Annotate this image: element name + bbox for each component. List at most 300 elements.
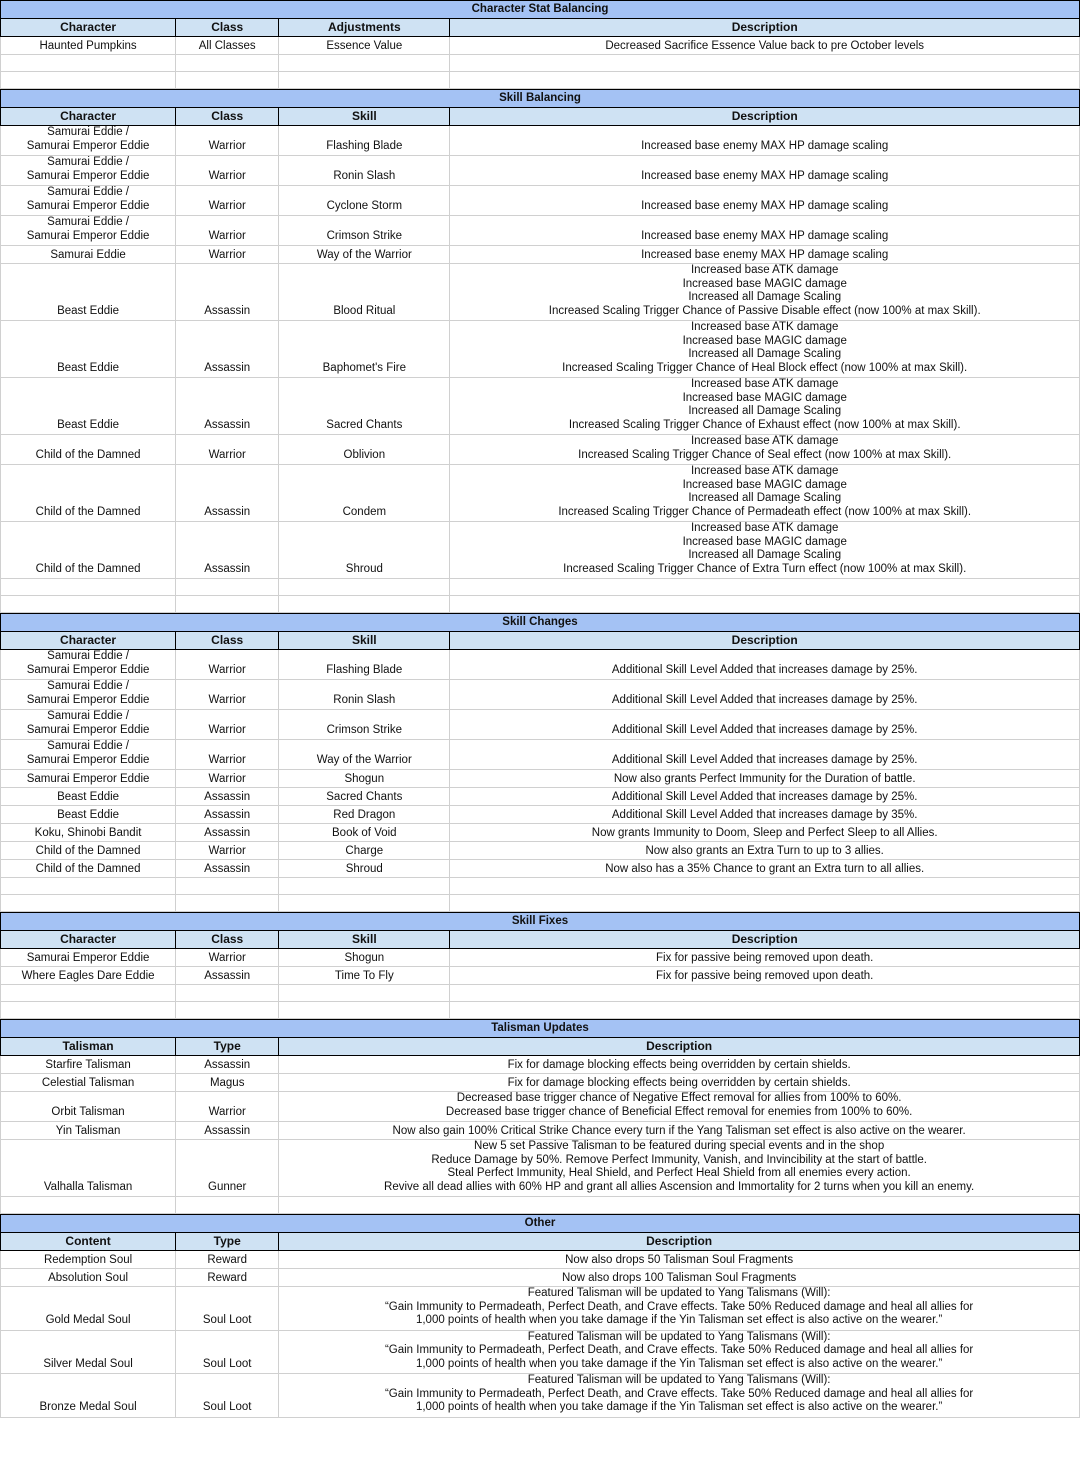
cell-text-line: Red Dragon [333,808,396,821]
cell-description[interactable] [450,435,1080,465]
empty-cell[interactable] [1,55,176,72]
cell-text-line: Additional Skill Level Added that increases damage by 25%. [611,693,918,706]
cell-text-line: Additional Skill Level Added that increases damage by 25%. [611,723,918,736]
cell-text-line: 1,000 points of health when you take damage if the Yin Talisman set effect is also active on the wearer.” [415,1401,943,1413]
cell-class[interactable] [176,1251,279,1269]
cell-class[interactable] [176,246,279,264]
cell-text-line: Fix for damage blocking effects being overridden by certain shields. [507,1076,851,1089]
cell-class[interactable] [176,680,279,710]
section-table [0,613,1080,912]
table-row [1,806,1080,824]
cell-description[interactable] [450,321,1080,378]
cell-description[interactable] [279,1251,1080,1269]
cell-class[interactable] [176,435,279,465]
cell-text-line: Assassin [204,418,251,431]
cell-description[interactable] [450,126,1080,156]
cell-description[interactable] [450,37,1080,55]
empty-row [1,985,1080,1002]
cell-text-line: Baphomet's Fire [322,361,407,374]
cell-skill[interactable] [279,650,450,680]
cell-name[interactable] [1,321,176,378]
cell-class[interactable] [176,1330,279,1374]
cell-text-line: “Gain Immunity to Permadeath, Perfect Death, and Crave effects. Take 50% Reduced damage and heal all allies for [384,1300,974,1313]
cell-text-line: Increased Scaling Trigger Chance of Exhaust effect (now 100% at max Skill). [568,418,961,431]
empty-cell[interactable] [279,1002,450,1019]
cell-text-line: Samurai Eddie / [47,126,129,138]
cell-class[interactable] [176,156,279,186]
cell-text-line: Flashing Blade [326,139,403,152]
cell-class[interactable] [176,710,279,740]
cell-class[interactable] [176,860,279,878]
column-header[interactable]: Description [450,19,1080,37]
empty-cell[interactable] [176,1002,279,1019]
cell-skill[interactable] [279,465,450,522]
cell-text-line: Assassin [204,808,251,821]
cell-description[interactable] [450,842,1080,860]
cell-name[interactable] [1,680,176,710]
empty-cell[interactable] [450,72,1080,89]
cell-name[interactable] [1,37,176,55]
cell-description[interactable] [279,1374,1080,1418]
cell-text-line: Bronze Medal Soul [39,1401,137,1413]
cell-name[interactable] [1,465,176,522]
empty-cell[interactable] [1,72,176,89]
cell-class[interactable] [176,1074,279,1092]
cell-skill[interactable] [279,770,450,788]
cell-skill[interactable] [279,824,450,842]
column-header[interactable]: Description [279,1038,1080,1056]
cell-text-line: Soul Loot [202,1401,252,1413]
cell-skill[interactable] [279,378,450,435]
empty-cell[interactable] [450,878,1080,895]
cell-name[interactable] [1,967,176,985]
cell-text-line: Samurai Emperor Eddie [26,229,150,242]
cell-description[interactable] [450,156,1080,186]
cell-description[interactable] [279,1056,1080,1074]
cell-skill[interactable] [279,788,450,806]
cell-text-line: New 5 set Passive Talisman to be featured during special events and in the shop [474,1140,885,1152]
cell-text-line: Time To Fly [334,969,394,982]
cell-skill[interactable] [279,842,450,860]
cell-text-line: Now grants Immunity to Doom, Sleep and Perfect Sleep to all Allies. [591,826,938,839]
empty-cell[interactable] [176,895,279,912]
cell-name[interactable] [1,806,176,824]
cell-text-line: Samurai Eddie / [47,680,129,692]
cell-description[interactable] [450,680,1080,710]
cell-name[interactable] [1,1251,176,1269]
cell-name[interactable] [1,740,176,770]
table-row [1,1269,1080,1287]
empty-cell[interactable] [1,596,176,613]
cell-text-line: Warrior [208,169,246,182]
cell-description[interactable] [450,650,1080,680]
empty-cell[interactable] [176,878,279,895]
cell-skill[interactable] [279,710,450,740]
column-header[interactable]: Talisman [1,1038,176,1056]
table-row [1,824,1080,842]
cell-text-line: Increased all Damage Scaling [688,405,842,417]
cell-text-line: Sacred Chants [326,418,403,431]
cell-description[interactable] [450,522,1080,579]
cell-skill[interactable] [279,967,450,985]
cell-description[interactable] [450,465,1080,522]
column-header[interactable]: Character [1,931,176,949]
cell-name[interactable] [1,264,176,321]
section-table [0,1214,1080,1418]
cell-text-line: Samurai Eddie / [47,216,129,228]
cell-text-line: Yin Talisman [55,1124,121,1137]
cell-text-line: Increased base MAGIC damage [682,391,847,404]
cell-name[interactable] [1,522,176,579]
table-row [1,126,1080,156]
table-row [1,1287,1080,1331]
cell-class[interactable] [176,842,279,860]
cell-text-line: Warrior [208,753,246,766]
column-header[interactable]: Description [279,1233,1080,1251]
cell-class[interactable] [176,37,279,55]
empty-cell[interactable] [279,878,450,895]
table-row [1,435,1080,465]
cell-name[interactable] [1,1122,176,1140]
cell-class[interactable] [176,1269,279,1287]
cell-text-line: Increased base MAGIC damage [682,535,847,548]
cell-text-line: Crimson Strike [326,723,402,736]
cell-skill[interactable] [279,949,450,967]
cell-text-line: Assassin [204,862,251,875]
table-row [1,650,1080,680]
cell-text-line: Condem [342,505,387,518]
cell-text-line: Fix for passive being removed upon death. [656,969,874,982]
empty-cell[interactable] [450,985,1080,1002]
cell-skill[interactable] [279,680,450,710]
cell-name[interactable] [1,126,176,156]
empty-cell[interactable] [450,579,1080,596]
empty-cell[interactable] [279,985,450,1002]
column-header[interactable]: Character [1,19,176,37]
cell-text-line: Reduce Damage by 50%. Remove Perfect Immunity, Vanish, and Invincibility at the start of battle. [431,1153,927,1166]
column-header[interactable]: Skill [279,108,450,126]
cell-class[interactable] [176,1374,279,1418]
column-header[interactable]: Class [176,19,279,37]
empty-cell[interactable] [1,1197,176,1214]
cell-text-line: Increased Scaling Trigger Chance of Extra Turn effect (now 100% at max Skill). [563,562,967,575]
table-row [1,740,1080,770]
cell-text-line: Featured Talisman will be updated to Yang Talismans (Will): [527,1330,831,1343]
cell-class[interactable] [176,650,279,680]
column-header[interactable]: Adjustments [279,19,450,37]
table-row [1,186,1080,216]
cell-text-line: Haunted Pumpkins [39,39,137,52]
cell-name[interactable] [1,186,176,216]
table-row [1,378,1080,435]
empty-cell[interactable] [1,579,176,596]
cell-description[interactable] [279,1140,1080,1197]
cell-class[interactable] [176,126,279,156]
empty-cell[interactable] [176,596,279,613]
cell-skill[interactable] [279,860,450,878]
table-row [1,321,1080,378]
cell-class[interactable] [176,465,279,522]
cell-name[interactable] [1,788,176,806]
cell-text-line: Ronin Slash [333,169,396,182]
cell-name[interactable] [1,435,176,465]
cell-name[interactable] [1,710,176,740]
empty-cell[interactable] [1,985,176,1002]
cell-text-line: Increased base ATK damage [690,321,839,333]
section-title: Talisman Updates [1,1020,1080,1038]
cell-description[interactable] [279,1287,1080,1331]
cell-text-line: Additional Skill Level Added that increases damage by 25%. [611,790,918,803]
cell-description[interactable] [279,1092,1080,1122]
cell-name[interactable] [1,842,176,860]
cell-skill[interactable] [279,156,450,186]
cell-text-line: Samurai Emperor Eddie [26,753,150,766]
cell-text-line: Cyclone Storm [326,199,403,212]
table-row [1,522,1080,579]
empty-cell[interactable] [279,579,450,596]
cell-text-line: Assassin [204,304,251,317]
cell-text-line: Starfire Talisman [45,1058,131,1071]
empty-cell[interactable] [450,55,1080,72]
cell-name[interactable] [1,650,176,680]
cell-text-line: Increased all Damage Scaling [688,492,842,504]
cell-name[interactable] [1,860,176,878]
column-header[interactable]: Class [176,108,279,126]
cell-text-line: Gunner [208,1180,247,1193]
cell-text-line: Child of the Damned [35,844,141,857]
cell-class[interactable] [176,522,279,579]
cell-skill[interactable] [279,435,450,465]
cell-skill[interactable] [279,37,450,55]
empty-cell[interactable] [176,985,279,1002]
empty-cell[interactable] [279,55,450,72]
cell-name[interactable] [1,1269,176,1287]
cell-text-line: Flashing Blade [326,663,403,676]
cell-description[interactable] [279,1074,1080,1092]
section-title: Other [1,1215,1080,1233]
cell-text-line: Child of the Damned [35,862,141,875]
table-row [1,1374,1080,1418]
column-header[interactable]: Character [1,632,176,650]
column-header[interactable]: Character [1,108,176,126]
cell-text-line: Magus [209,1076,245,1089]
cell-description[interactable] [450,710,1080,740]
cell-text-line: Shogun [344,951,385,964]
cell-text-line: Increased base MAGIC damage [682,478,847,491]
cell-text-line: “Gain Immunity to Permadeath, Perfect Death, and Crave effects. Take 50% Reduced damage and heal all allies for [384,1387,974,1400]
cell-text-line: Way of the Warrior [316,753,412,766]
cell-description[interactable] [450,788,1080,806]
empty-row [1,72,1080,89]
column-header[interactable]: Class [176,931,279,949]
empty-cell[interactable] [1,895,176,912]
empty-row [1,596,1080,613]
cell-skill[interactable] [279,126,450,156]
cell-name[interactable] [1,1374,176,1418]
empty-cell[interactable] [176,1197,279,1214]
cell-description[interactable] [450,186,1080,216]
cell-text-line: Assassin [204,1058,251,1071]
cell-text-line: Gold Medal Soul [45,1314,131,1326]
column-header[interactable]: Description [450,931,1080,949]
cell-text-line: Featured Talisman will be updated to Yang Talismans (Will): [527,1374,831,1386]
column-header[interactable]: Description [450,632,1080,650]
cell-text-line: All Classes [198,39,256,52]
cell-name[interactable] [1,1330,176,1374]
empty-cell[interactable] [176,72,279,89]
table-row [1,842,1080,860]
cell-name[interactable] [1,1074,176,1092]
cell-text-line: Essence Value [326,39,403,52]
cell-text-line: Ronin Slash [333,693,396,706]
cell-name[interactable] [1,1140,176,1197]
cell-class[interactable] [176,1140,279,1197]
cell-class[interactable] [176,264,279,321]
cell-text-line: Where Eagles Dare Eddie [21,969,155,982]
table-row [1,37,1080,55]
cell-class[interactable] [176,321,279,378]
cell-text-line: Samurai Emperor Eddie [26,169,150,182]
column-header[interactable]: Type [176,1038,279,1056]
column-header[interactable]: Skill [279,931,450,949]
empty-cell[interactable] [176,579,279,596]
empty-cell[interactable] [1,1002,176,1019]
empty-cell[interactable] [279,72,450,89]
cell-name[interactable] [1,1056,176,1074]
cell-description[interactable] [450,770,1080,788]
cell-class[interactable] [176,788,279,806]
cell-class[interactable] [176,949,279,967]
cell-skill[interactable] [279,806,450,824]
empty-cell[interactable] [1,878,176,895]
cell-class[interactable] [176,740,279,770]
cell-text-line: Increased base MAGIC damage [682,277,847,290]
cell-name[interactable] [1,216,176,246]
section-table [0,912,1080,1019]
cell-name[interactable] [1,246,176,264]
cell-description[interactable] [450,740,1080,770]
cell-text-line: Increased base enemy MAX HP damage scaling [641,199,889,212]
cell-text-line: Now also drops 100 Talisman Soul Fragments [561,1271,797,1284]
cell-text-line: Warrior [208,139,246,152]
table-row [1,1330,1080,1374]
empty-cell[interactable] [279,596,450,613]
empty-cell[interactable] [450,895,1080,912]
cell-skill[interactable] [279,522,450,579]
cell-text-line: Shogun [344,772,385,785]
cell-class[interactable] [176,378,279,435]
cell-skill[interactable] [279,246,450,264]
cell-text-line: Shroud [345,862,383,875]
cell-name[interactable] [1,949,176,967]
cell-text-line: Book of Void [332,826,397,839]
cell-description[interactable] [450,824,1080,842]
cell-text-line: Soul Loot [202,1357,252,1370]
cell-description[interactable] [450,246,1080,264]
cell-description[interactable] [450,949,1080,967]
cell-class[interactable] [176,1287,279,1331]
cell-class[interactable] [176,1122,279,1140]
cell-description[interactable] [450,806,1080,824]
empty-cell[interactable] [176,55,279,72]
cell-skill[interactable] [279,740,450,770]
cell-name[interactable] [1,824,176,842]
column-header[interactable]: Content [1,1233,176,1251]
cell-class[interactable] [176,186,279,216]
cell-text-line: Crimson Strike [326,229,403,242]
table-row [1,860,1080,878]
cell-description[interactable] [450,216,1080,246]
empty-cell[interactable] [279,1197,1080,1214]
cell-text-line: Child of the Damned [35,505,141,518]
empty-cell[interactable] [450,1002,1080,1019]
cell-text-line: Soul Loot [202,1314,252,1326]
cell-description[interactable] [450,378,1080,435]
cell-text-line: Beast Eddie [57,418,120,431]
table-row [1,788,1080,806]
cell-text-line: Samurai Emperor Eddie [26,951,150,964]
cell-text-line: Valhalla Talisman [43,1180,133,1193]
empty-row [1,878,1080,895]
column-header[interactable]: Skill [279,632,450,650]
cell-skill[interactable] [279,321,450,378]
cell-class[interactable] [176,1056,279,1074]
cell-skill[interactable] [279,216,450,246]
cell-description[interactable] [279,1330,1080,1374]
cell-text-line: Decreased base trigger chance of Beneficial Effect removal for enemies from 100% to 60%. [445,1105,913,1118]
cell-class[interactable] [176,806,279,824]
cell-description[interactable] [450,967,1080,985]
table-row [1,1092,1080,1122]
cell-skill[interactable] [279,186,450,216]
cell-text-line: Orbit Talisman [51,1105,125,1118]
cell-name[interactable] [1,156,176,186]
cell-text-line: Increased base MAGIC damage [682,334,847,347]
cell-text-line: Samurai Emperor Eddie [26,199,150,212]
cell-name[interactable] [1,1092,176,1122]
cell-text-line: Increased Scaling Trigger Chance of Permadeath effect (now 100% at max Skill). [558,505,972,518]
cell-text-line: Decreased Sacrifice Essence Value back to pre October levels [605,39,925,52]
cell-class[interactable] [176,1092,279,1122]
empty-cell[interactable] [450,596,1080,613]
cell-description[interactable] [279,1122,1080,1140]
cell-text-line: Warrior [208,663,246,676]
empty-cell[interactable] [279,895,450,912]
table-row [1,1122,1080,1140]
cell-text-line: Increased Scaling Trigger Chance of Heal Block effect (now 100% at max Skill). [562,361,968,374]
cell-name[interactable] [1,770,176,788]
table-row [1,967,1080,985]
cell-skill[interactable] [279,264,450,321]
cell-name[interactable] [1,1287,176,1331]
cell-class[interactable] [176,967,279,985]
cell-description[interactable] [450,860,1080,878]
section-title: Skill Balancing [1,90,1080,108]
cell-text-line: Warrior [208,723,246,736]
cell-class[interactable] [176,216,279,246]
cell-description[interactable] [450,264,1080,321]
cell-text-line: Samurai Eddie / [47,650,129,662]
cell-class[interactable] [176,824,279,842]
cell-class[interactable] [176,770,279,788]
cell-description[interactable] [279,1269,1080,1287]
column-header[interactable]: Class [176,632,279,650]
column-header[interactable]: Type [176,1233,279,1251]
cell-name[interactable] [1,378,176,435]
cell-text-line: Assassin [204,361,251,374]
cell-text-line: Samurai Emperor Eddie [26,772,150,785]
column-header[interactable]: Description [450,108,1080,126]
